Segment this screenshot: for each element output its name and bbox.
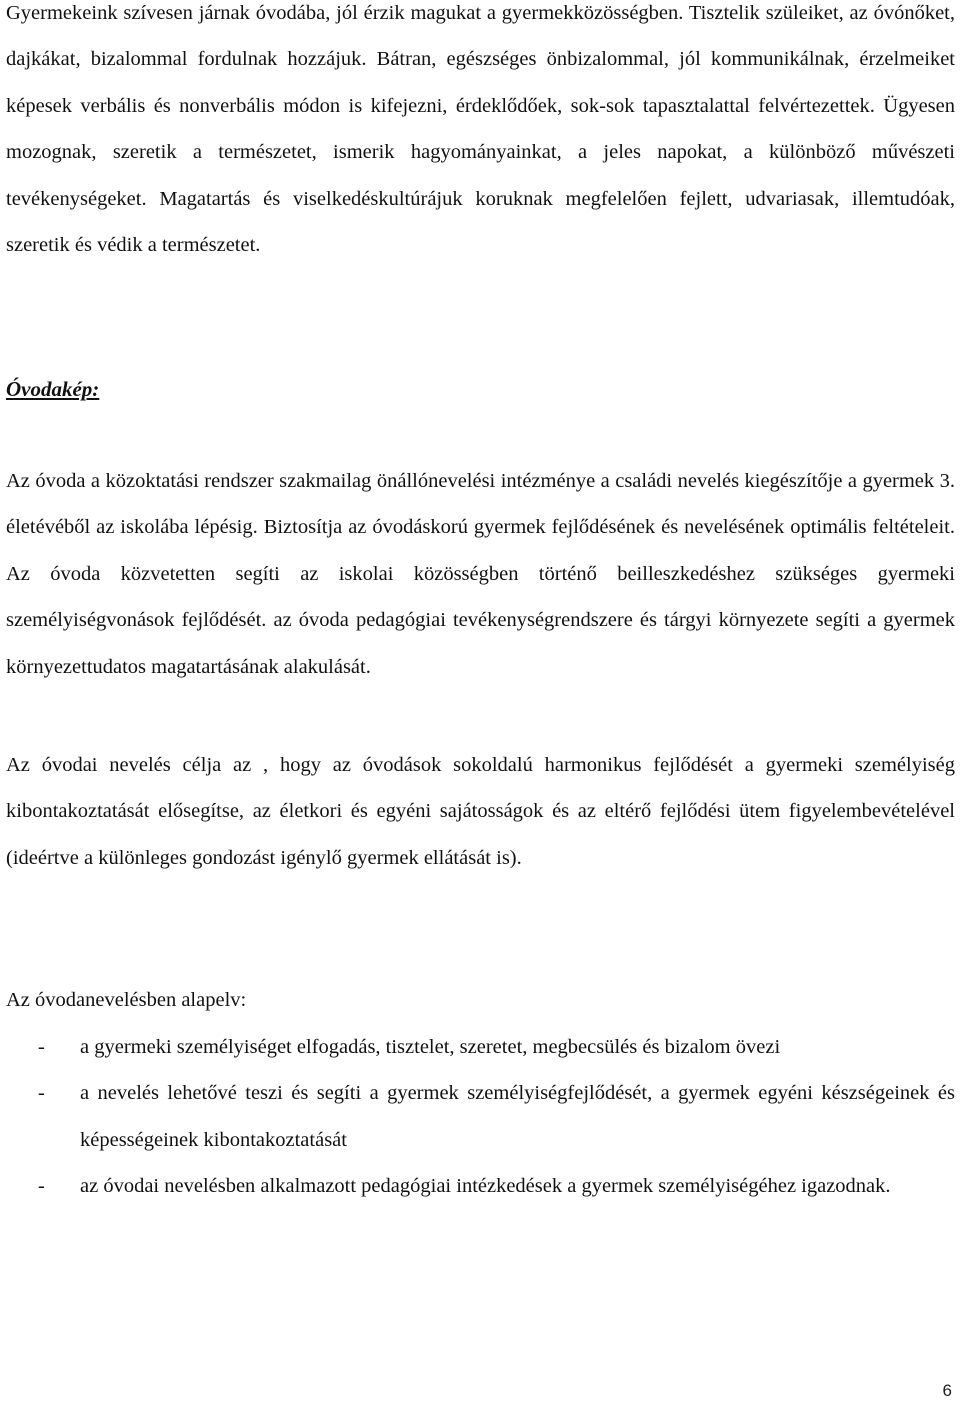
list-item: [6, 1024, 955, 1070]
kindergarten-description-paragraph: Az óvoda a közoktatási rendszer szakmailag önállónevelési intézménye a családi nevelés kiegészítője a gyermek 3. életévéből az iskolába lépésig. Biztosítja az óvodáskorú gyermek fejlődésének és nevelésének optimális feltételeit. Az óvoda közvetetten segíti az iskolai közösségben történő beilleszkedéshez szükséges gyermeki személyiségvonások fejlődését. az óvoda pedagógiai tevékenységrendszere és tárgyi környezete segíti a gyermek környezettudatos magatartásának alakulását.: [6, 470, 960, 678]
list-item-text: az óvodai nevelésben alkalmazott pedagógiai intézkedések a gyermek személyiségéhez igazodnak.: [80, 1175, 891, 1198]
list-item-text: a nevelés lehetővé teszi és segíti a gyermek személyiségfejlődését, a gyermek egyéni készségeinek és képességeinek kibontakoztatását: [80, 1082, 955, 1151]
page-number: 6: [942, 1381, 952, 1400]
list-item: [6, 1163, 955, 1209]
list-item-text: a gyermeki személyiséget elfogadás, tisztelet, szeretet, megbecsülés és bizalom övezi: [80, 1036, 781, 1058]
education-goal-paragraph: Az óvodai nevelés célja az , hogy az óvodások sokoldalú harmonikus fejlődését a gyermeki személyiség kibontakoztatását elősegítse, az életkori és egyéni sajátosságok és az eltérő fejlődési ütem figyelembevételével (ideértve a különleges gondozást igénylő gyermek ellátását is).: [6, 754, 960, 869]
list-dash: -: [38, 1175, 45, 1198]
principles-list: [6, 1024, 955, 1210]
section-heading-ovodakep: Óvodakép:: [6, 377, 100, 401]
list-dash: -: [38, 1082, 45, 1105]
principles-intro: Az óvodanevelésben alapelv:: [6, 989, 247, 1011]
list-item: [6, 1070, 955, 1163]
list-dash: -: [38, 1036, 45, 1058]
intro-paragraph: Gyermekeink szívesen járnak óvodába, jól érzik magukat a gyermekközösségben. Tisztelik szüleiket, az óvónőket, dajkákat, bizalommal fordulnak hozzájuk. Bátran, egészséges önbizalommal, jól kommunikálnak, érzelmeiket képesek verbális és nonverbális módon is kifejezni, érdeklődőek, sok-sok tapasztalattal felvértezettek. Ügyesen mozognak, szeretik a természetet, ismerik hagyományainkat, a jeles napokat, a különböző művészeti tevékenységeket. Magatartás és viselkedéskultúrájuk koruknak megfelelően fejlett, udvariasak, illemtudóak, szeretik és védik a természetet.: [6, 2, 960, 257]
